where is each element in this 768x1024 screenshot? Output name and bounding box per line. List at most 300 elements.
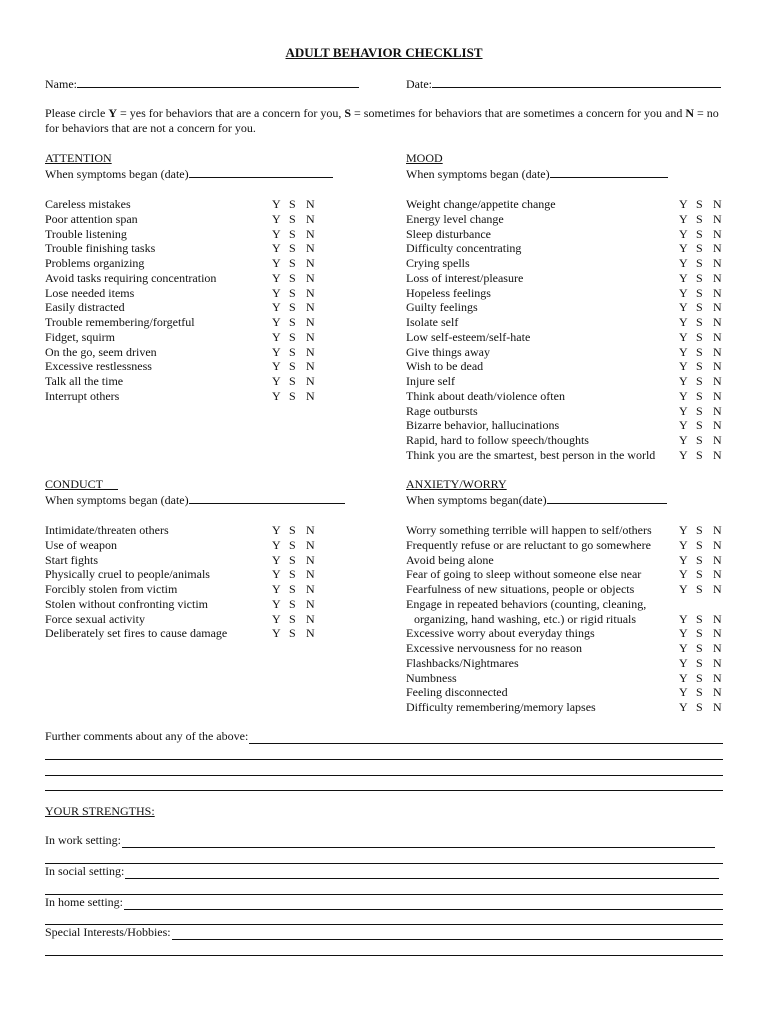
option-n[interactable]: N — [713, 552, 722, 567]
option-y[interactable]: Y — [272, 285, 281, 300]
checklist-item — [406, 553, 736, 568]
ysn-options — [272, 300, 323, 315]
option-n[interactable]: N — [306, 611, 315, 626]
option-n[interactable]: N — [713, 403, 722, 418]
item-label: Intimidate/threaten others — [45, 523, 169, 537]
option-y[interactable]: Y — [679, 226, 688, 241]
ysn-options — [679, 553, 730, 568]
option-y[interactable]: Y — [679, 523, 688, 537]
option-s[interactable]: S — [696, 433, 703, 447]
option-s[interactable]: S — [696, 685, 703, 700]
ysn-options — [679, 418, 730, 433]
item-label: Use of weapon — [45, 537, 117, 552]
option-n[interactable]: N — [306, 197, 315, 211]
item-label: Numbness — [406, 670, 457, 685]
option-n[interactable]: N — [306, 582, 315, 596]
option-n[interactable]: N — [306, 344, 315, 359]
checklist-item — [406, 433, 736, 448]
conduct-heading: CONDUCT — [45, 477, 104, 491]
option-s[interactable]: S — [289, 226, 296, 241]
conduct-items — [45, 523, 365, 641]
option-n[interactable]: N — [306, 567, 315, 582]
option-y[interactable]: Y — [679, 256, 688, 270]
option-y[interactable]: Y — [679, 329, 688, 344]
checklist-item — [406, 538, 736, 553]
option-n[interactable]: N — [713, 211, 722, 226]
option-n[interactable]: N — [713, 418, 722, 433]
option-s[interactable]: S — [696, 256, 703, 270]
ysn-options — [272, 553, 323, 568]
option-s[interactable]: S — [289, 329, 296, 344]
comments-label: Further comments about any of the above: — [45, 729, 249, 743]
item-label: Loss of interest/pleasure — [406, 270, 524, 285]
checklist-item — [45, 538, 365, 553]
ysn-options — [272, 538, 323, 553]
option-y[interactable]: Y — [272, 344, 281, 359]
option-y[interactable]: Y — [272, 329, 281, 344]
ysn-options — [272, 597, 323, 612]
option-n[interactable]: N — [306, 226, 315, 241]
option-y[interactable]: Y — [272, 226, 281, 241]
option-n[interactable]: N — [713, 670, 722, 685]
option-s[interactable]: S — [696, 388, 703, 403]
work-setting-field[interactable]: In work setting: — [45, 834, 715, 848]
ysn-options — [272, 256, 323, 271]
option-s[interactable]: S — [696, 315, 703, 329]
option-n[interactable]: N — [713, 300, 722, 315]
checklist-item — [45, 286, 365, 301]
social-setting-line[interactable] — [45, 879, 723, 895]
option-n[interactable]: N — [713, 344, 722, 359]
option-s[interactable]: S — [696, 700, 703, 714]
name-line[interactable] — [77, 76, 359, 88]
option-s[interactable]: S — [696, 641, 703, 655]
item-label: Avoid tasks requiring concentration — [45, 270, 217, 285]
ysn-options — [679, 448, 730, 463]
option-s[interactable]: S — [289, 197, 296, 211]
option-n[interactable]: N — [713, 197, 722, 211]
option-n[interactable]: N — [713, 388, 722, 403]
item-label: Avoid being alone — [406, 552, 494, 567]
option-s[interactable]: S — [289, 388, 296, 403]
checklist-item — [45, 315, 365, 330]
anxiety-when[interactable]: When symptoms began(date) — [406, 492, 736, 508]
option-n[interactable]: N — [713, 582, 722, 596]
option-s[interactable]: S — [696, 197, 703, 211]
ysn-options — [679, 271, 730, 286]
option-s[interactable]: S — [289, 270, 296, 285]
option-s[interactable]: S — [289, 256, 296, 270]
comments-line[interactable] — [45, 744, 723, 760]
option-y[interactable]: Y — [679, 641, 688, 655]
option-s[interactable]: S — [289, 552, 296, 567]
option-y[interactable]: Y — [679, 552, 688, 567]
option-s[interactable]: S — [289, 315, 296, 329]
ysn-options — [679, 626, 730, 641]
ysn-options — [272, 567, 323, 582]
option-n[interactable]: N — [713, 433, 722, 447]
checklist-item — [406, 227, 736, 242]
item-label: Low self-esteem/self-hate — [406, 329, 531, 344]
item-label: Frequently refuse or are reluctant to go somewhere — [406, 537, 651, 552]
checklist-item — [45, 300, 365, 315]
checklist-item — [406, 404, 736, 419]
option-y[interactable]: Y — [272, 374, 281, 388]
ysn-options — [679, 227, 730, 242]
section-conduct — [45, 477, 365, 641]
option-s[interactable]: S — [696, 567, 703, 582]
ysn-options — [272, 271, 323, 286]
option-y[interactable]: Y — [679, 285, 688, 300]
ysn-options — [679, 582, 730, 597]
checklist-item — [45, 212, 365, 227]
ysn-options — [679, 256, 730, 271]
attention-when[interactable]: When symptoms began (date) — [45, 166, 365, 182]
mood-when[interactable]: When symptoms began (date) — [406, 166, 736, 182]
option-s[interactable]: S — [696, 626, 703, 641]
option-n[interactable]: N — [713, 285, 722, 300]
checklist-item — [45, 389, 365, 404]
option-s[interactable]: S — [696, 344, 703, 359]
ysn-options — [272, 330, 323, 345]
option-s[interactable]: S — [289, 285, 296, 300]
item-label: Wish to be dead — [406, 359, 484, 374]
option-y[interactable]: Y — [272, 611, 281, 626]
option-y[interactable]: Y — [679, 211, 688, 226]
option-s[interactable]: S — [696, 447, 703, 462]
ysn-options — [679, 389, 730, 404]
option-s[interactable]: S — [696, 552, 703, 567]
checklist-item — [45, 256, 365, 271]
checklist-item — [406, 212, 736, 227]
option-s[interactable]: S — [696, 418, 703, 433]
ysn-options — [679, 685, 730, 700]
option-s[interactable]: S — [696, 241, 703, 256]
item-label: Worry something terrible will happen to self/others — [406, 523, 652, 537]
option-y[interactable]: Y — [272, 300, 281, 315]
mood-heading: MOOD — [406, 151, 443, 165]
option-y[interactable]: Y — [272, 626, 281, 641]
option-n[interactable]: N — [713, 655, 722, 670]
checklist-item — [45, 374, 365, 389]
item-label: Energy level change — [406, 211, 504, 226]
option-y[interactable]: Y — [272, 582, 281, 596]
option-y[interactable]: Y — [679, 344, 688, 359]
checklist-item — [406, 582, 736, 597]
item-label: Injure self — [406, 374, 455, 388]
checklist-item — [406, 330, 736, 345]
ysn-options — [679, 404, 730, 419]
ysn-options — [679, 671, 730, 686]
checklist-item — [406, 345, 736, 360]
option-s[interactable]: S — [289, 523, 296, 537]
item-label: Think you are the smartest, best person in the world — [406, 447, 656, 462]
comments-line[interactable] — [45, 776, 723, 792]
option-n[interactable]: N — [713, 329, 722, 344]
ysn-options — [679, 212, 730, 227]
option-y[interactable]: Y — [679, 403, 688, 418]
item-label: Deliberately set fires to cause damage — [45, 626, 228, 641]
item-label: Talk all the time — [45, 374, 124, 388]
date-line[interactable] — [432, 76, 721, 88]
option-s[interactable]: S — [289, 596, 296, 611]
conduct-when[interactable]: When symptoms began (date) — [45, 492, 365, 508]
option-y[interactable]: Y — [272, 256, 281, 270]
ysn-options — [272, 374, 323, 389]
item-label: Crying spells — [406, 256, 470, 270]
item-label-continued: organizing, hand washing, etc.) or rigid rituals — [414, 611, 637, 626]
option-s[interactable]: S — [289, 300, 296, 315]
ysn-options — [679, 567, 730, 582]
attention-heading: ATTENTION — [45, 151, 112, 165]
item-label: Forcibly stolen from victim — [45, 582, 178, 596]
option-n[interactable]: N — [306, 388, 315, 403]
checklist-item — [45, 567, 365, 582]
home-setting-field[interactable]: In home setting: — [45, 896, 723, 910]
checklist-item — [45, 271, 365, 286]
option-y[interactable]: Y — [679, 685, 688, 700]
checklist-item — [406, 374, 736, 389]
option-n[interactable]: N — [713, 315, 722, 329]
option-n[interactable]: N — [713, 226, 722, 241]
option-s[interactable]: S — [696, 582, 703, 596]
option-s[interactable]: S — [289, 344, 296, 359]
option-n[interactable]: N — [713, 241, 722, 256]
strengths-section — [45, 804, 723, 957]
ysn-options — [679, 197, 730, 212]
option-s[interactable]: S — [696, 359, 703, 374]
option-s[interactable]: S — [696, 611, 703, 626]
option-y[interactable]: Y — [679, 418, 688, 433]
item-label: Poor attention span — [45, 211, 138, 226]
option-n[interactable]: N — [306, 315, 315, 329]
comments-section — [45, 730, 723, 791]
checklist-item — [406, 300, 736, 315]
checklist-item — [406, 671, 736, 686]
option-y[interactable]: Y — [679, 626, 688, 641]
option-y[interactable]: Y — [272, 523, 281, 537]
option-n[interactable]: N — [713, 523, 722, 537]
item-label: Excessive worry about everyday things — [406, 626, 595, 641]
option-n[interactable]: N — [713, 447, 722, 462]
checklist-item — [45, 227, 365, 242]
item-label: Difficulty remembering/memory lapses — [406, 700, 596, 714]
option-s[interactable]: S — [696, 655, 703, 670]
option-y[interactable]: Y — [272, 197, 281, 211]
option-y[interactable]: Y — [272, 241, 281, 256]
option-y[interactable]: Y — [679, 655, 688, 670]
item-label: Weight change/appetite change — [406, 197, 556, 211]
checklist-item — [406, 448, 736, 463]
checklist-item — [45, 612, 365, 627]
checklist-item — [45, 197, 365, 212]
option-s[interactable]: S — [696, 374, 703, 388]
option-y[interactable]: Y — [679, 359, 688, 374]
option-y[interactable]: Y — [679, 197, 688, 211]
option-y[interactable]: Y — [272, 270, 281, 285]
option-s[interactable]: S — [696, 211, 703, 226]
option-s[interactable]: S — [289, 582, 296, 596]
option-y[interactable]: Y — [679, 270, 688, 285]
option-n[interactable]: N — [306, 523, 315, 537]
option-s[interactable]: S — [696, 300, 703, 315]
option-y[interactable]: Y — [679, 611, 688, 626]
checklist-item — [406, 656, 736, 671]
option-n[interactable]: N — [713, 641, 722, 655]
option-y[interactable]: Y — [679, 315, 688, 329]
option-n[interactable]: N — [306, 359, 315, 374]
option-y[interactable]: Y — [272, 537, 281, 552]
checklist-item — [45, 330, 365, 345]
option-y[interactable]: Y — [679, 670, 688, 685]
option-s[interactable]: S — [696, 523, 703, 537]
comments-line[interactable] — [45, 760, 723, 776]
item-label: Excessive nervousness for no reason — [406, 641, 582, 655]
item-label: Problems organizing — [45, 256, 145, 270]
option-n[interactable]: N — [306, 211, 315, 226]
option-n[interactable]: N — [713, 626, 722, 641]
option-n[interactable]: N — [713, 256, 722, 270]
name-field[interactable] — [45, 76, 359, 92]
section-attention — [45, 151, 365, 404]
option-y[interactable]: Y — [272, 596, 281, 611]
ysn-options — [679, 700, 730, 715]
option-y[interactable]: Y — [272, 315, 281, 329]
option-y[interactable]: Y — [679, 241, 688, 256]
comments-field[interactable] — [45, 730, 723, 744]
option-s[interactable]: S — [696, 226, 703, 241]
option-n[interactable]: N — [306, 256, 315, 270]
ysn-options — [272, 582, 323, 597]
option-n[interactable]: N — [713, 567, 722, 582]
social-setting-field[interactable]: In social setting: — [45, 865, 719, 879]
checklist-item — [406, 700, 736, 715]
option-s[interactable]: S — [289, 211, 296, 226]
item-label: Fearfulness of new situations, people or objects — [406, 582, 635, 596]
checklist-item — [406, 641, 736, 656]
option-y[interactable]: Y — [679, 582, 688, 596]
option-y[interactable]: Y — [679, 447, 688, 462]
checklist-item — [406, 567, 736, 582]
ysn-options — [679, 345, 730, 360]
ysn-options — [272, 212, 323, 227]
option-n[interactable]: N — [306, 374, 315, 388]
option-n[interactable]: N — [306, 329, 315, 344]
option-y[interactable]: Y — [272, 388, 281, 403]
option-s[interactable]: S — [289, 537, 296, 552]
item-label: Interrupt others — [45, 388, 120, 403]
ysn-options — [272, 345, 323, 360]
item-label: Isolate self — [406, 315, 459, 329]
option-s[interactable]: S — [289, 241, 296, 256]
ysn-options — [272, 612, 323, 627]
option-n[interactable]: N — [713, 611, 722, 626]
checklist-item — [406, 286, 736, 301]
interests-line[interactable] — [45, 940, 723, 956]
option-s[interactable]: S — [289, 374, 296, 388]
option-n[interactable]: N — [306, 300, 315, 315]
option-y[interactable]: Y — [679, 374, 688, 388]
option-y[interactable]: Y — [272, 552, 281, 567]
option-s[interactable]: S — [696, 329, 703, 344]
option-y[interactable]: Y — [272, 567, 281, 582]
checklist-item — [406, 256, 736, 271]
option-n[interactable]: N — [713, 270, 722, 285]
option-n[interactable]: N — [306, 270, 315, 285]
item-label: Engage in repeated behaviors (counting, cleaning, — [406, 596, 647, 611]
checklist-item — [45, 597, 365, 612]
checklist-item — [45, 553, 365, 568]
ysn-options — [679, 433, 730, 448]
option-s[interactable]: S — [289, 611, 296, 626]
ysn-options — [272, 315, 323, 330]
checklist-item — [406, 626, 736, 641]
option-y[interactable]: Y — [272, 359, 281, 374]
option-y[interactable]: Y — [272, 211, 281, 226]
option-y[interactable]: Y — [679, 388, 688, 403]
option-y[interactable]: Y — [679, 433, 688, 447]
ysn-options — [679, 300, 730, 315]
option-n[interactable]: N — [306, 626, 315, 641]
option-n[interactable]: N — [306, 285, 315, 300]
option-y[interactable]: Y — [679, 700, 688, 714]
item-label: Easily distracted — [45, 300, 125, 315]
mood-items — [406, 197, 736, 463]
option-y[interactable]: Y — [679, 300, 688, 315]
checklist-item — [406, 418, 736, 433]
option-n[interactable]: N — [306, 537, 315, 552]
checklist-item — [406, 523, 736, 538]
option-y[interactable]: Y — [679, 537, 688, 552]
ysn-options — [679, 286, 730, 301]
option-s[interactable]: S — [696, 537, 703, 552]
option-n[interactable]: N — [713, 537, 722, 552]
ysn-options — [679, 641, 730, 656]
option-n[interactable]: N — [713, 700, 722, 714]
home-setting-line[interactable] — [45, 910, 723, 926]
anxiety-items — [406, 523, 736, 715]
ysn-options — [272, 626, 323, 641]
item-label: Bizarre behavior, hallucinations — [406, 418, 560, 433]
option-n[interactable]: N — [713, 685, 722, 700]
item-label: Flashbacks/Nightmares — [406, 655, 519, 670]
option-s[interactable]: S — [289, 567, 296, 582]
instructions: Please circle Y = yes for behaviors that are a concern for you, S = sometimes for behaviors that are sometimes a concern for you and N = no for behaviors that are not a concern for you. — [45, 106, 719, 135]
ysn-options — [272, 286, 323, 301]
option-s[interactable]: S — [696, 270, 703, 285]
option-s[interactable]: S — [696, 670, 703, 685]
option-n[interactable]: N — [713, 374, 722, 388]
attention-items — [45, 197, 365, 404]
option-n[interactable]: N — [306, 596, 315, 611]
item-label: Guilty feelings — [406, 300, 478, 315]
option-y[interactable]: Y — [679, 567, 688, 582]
ysn-options — [272, 197, 323, 212]
option-s[interactable]: S — [696, 403, 703, 418]
option-n[interactable]: N — [713, 359, 722, 374]
option-s[interactable]: S — [289, 626, 296, 641]
item-label: Trouble finishing tasks — [45, 241, 156, 256]
date-field[interactable] — [406, 76, 721, 92]
option-n[interactable]: N — [306, 241, 315, 256]
item-label: Trouble listening — [45, 226, 127, 241]
interests-field[interactable]: Special Interests/Hobbies: — [45, 926, 723, 940]
option-s[interactable]: S — [289, 359, 296, 374]
work-setting-line[interactable] — [45, 848, 723, 864]
ysn-options — [679, 241, 730, 256]
option-n[interactable]: N — [306, 552, 315, 567]
option-s[interactable]: S — [696, 285, 703, 300]
